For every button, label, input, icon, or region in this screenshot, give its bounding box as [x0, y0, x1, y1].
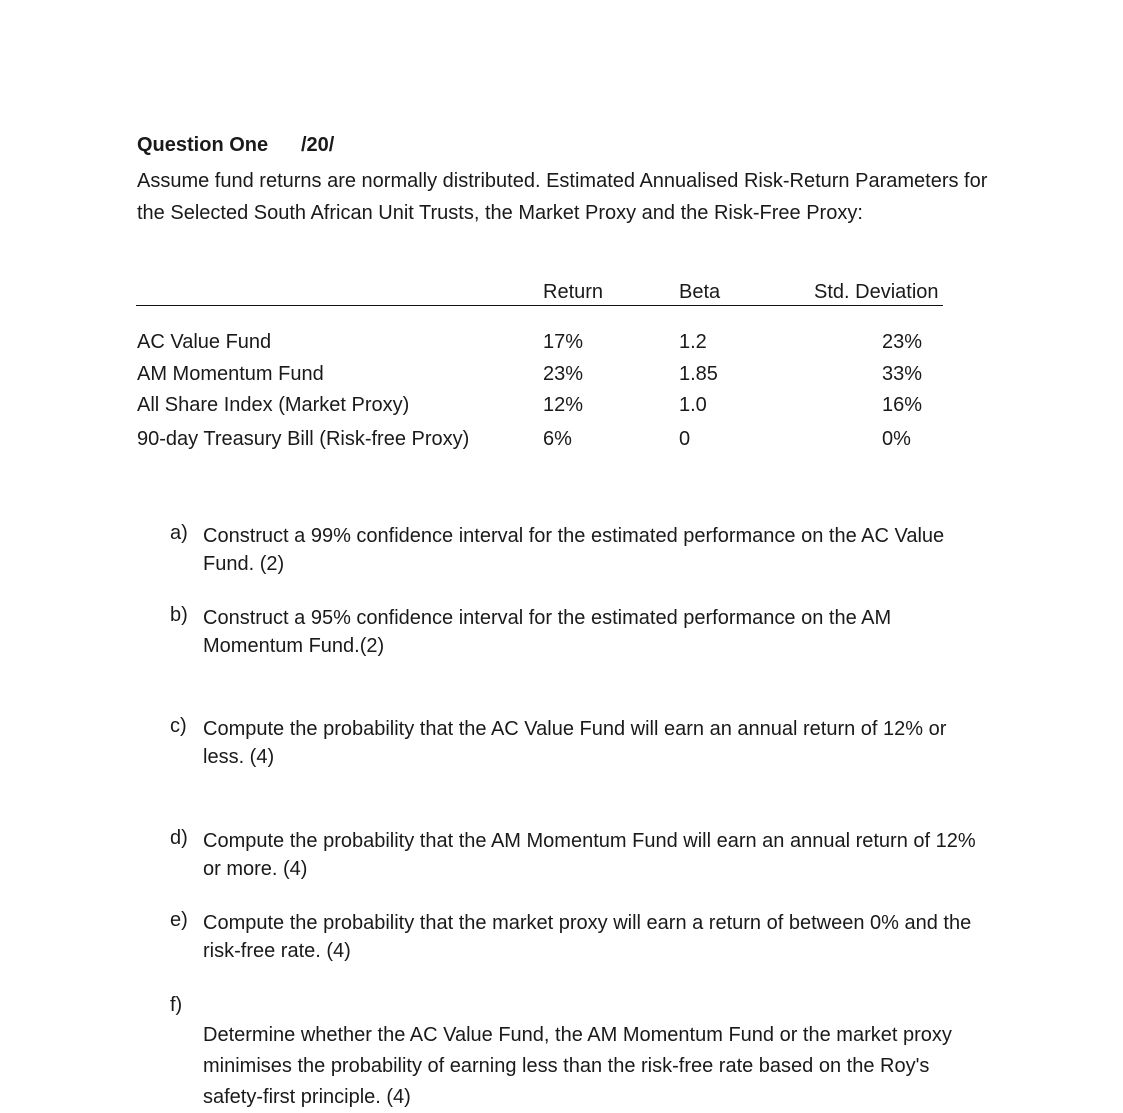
row-return: 23%: [543, 363, 584, 385]
question-title: Question One: [137, 134, 269, 156]
question-label: f): [170, 994, 183, 1016]
row-return: 12%: [543, 394, 584, 416]
question-text: Compute the probability that the AC Value Fund will earn an annual return of 12% or less. (4): [203, 718, 947, 768]
question-text: Compute the probability that the market proxy will earn a return of between 0% and the risk-free rate. (4): [203, 912, 972, 962]
row-return: 17%: [543, 331, 584, 353]
row-name: AC Value Fund: [137, 331, 272, 353]
row-name: 90-day Treasury Bill (Risk-free Proxy): [137, 428, 470, 450]
row-std: 33%: [882, 363, 923, 385]
row-beta: 1.0: [679, 394, 707, 416]
row-beta: 1.85: [679, 363, 718, 385]
question-label: c): [170, 715, 187, 737]
row-std: 0%: [882, 428, 911, 450]
column-header-return: Return: [543, 281, 604, 303]
column-header-std-deviation: Std. Deviation: [814, 281, 939, 303]
question-text: Construct a 95% confidence interval for the estimated performance on the AM Momentum Fund.(2): [203, 607, 892, 657]
question-text: Compute the probability that the AM Momentum Fund will earn an annual return of 12% or more. (4): [203, 830, 976, 880]
question-marks: /20/: [301, 134, 335, 156]
question-label: e): [170, 909, 188, 931]
question-text: Determine whether the AC Value Fund, the AM Momentum Fund or the market proxy minimises the probability of earning less than the risk-free rate based on the Roy's safety-first principle. (4): [203, 1024, 952, 1108]
question-label: b): [170, 604, 188, 626]
question-label: d): [170, 827, 188, 849]
question-text: Construct a 99% confidence interval for the estimated performance on the AC Value Fund. (2): [203, 525, 945, 575]
question-label: a): [170, 522, 188, 544]
row-return: 6%: [543, 428, 572, 450]
row-beta: 1.2: [679, 331, 707, 353]
intro-paragraph: Assume fund returns are normally distributed. Estimated Annualised Risk-Return Parameters for the Selected South African Unit Trusts, the Market Proxy and the Risk-Free Proxy:: [137, 170, 988, 224]
row-name: All Share Index (Market Proxy): [137, 394, 410, 416]
table-header-rule: [136, 305, 943, 306]
row-std: 23%: [882, 331, 923, 353]
column-header-beta: Beta: [679, 281, 721, 303]
row-std: 16%: [882, 394, 923, 416]
row-beta: 0: [679, 428, 691, 450]
row-name: AM Momentum Fund: [137, 363, 324, 385]
